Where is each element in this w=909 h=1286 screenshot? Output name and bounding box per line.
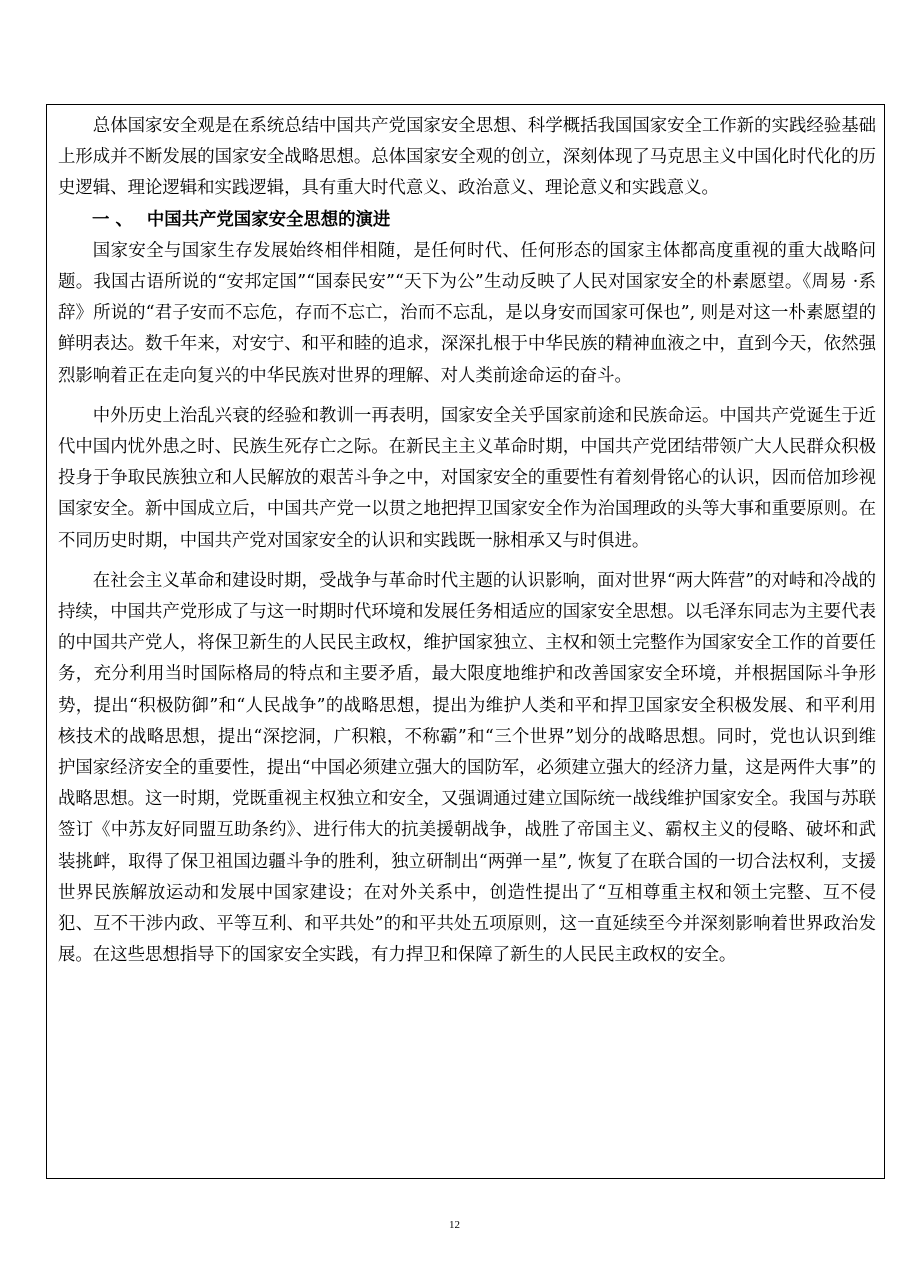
intro-paragraph: 总体国家安全观是在系统总结中国共产党国家安全思想、科学概括我国国家安全工作新的实践经验基础上形成并不断发展的国家安全战略思想。总体国家安全观的创立，深刻体现了马克思主义中国化时代化的历史逻辑、理论逻辑和实践逻辑，具有重大时代意义、政治意义、理论意义和实践意义。 <box>58 116 876 199</box>
section-title: 中国共产党国家安全思想的演进 <box>146 209 391 230</box>
body-paragraph: 在社会主义革命和建设时期，受战争与革命时代主题的认识影响，面对世界“两大阵营”的对峙和冷战的持续，中国共产党形成了与这一时期时代环境和发展任务相适应的国家安全思想。以毛泽东同志为主要代表的中国共产党人，将保卫新生的人民民主政权，维护国家独立、主权和领土完整作为国家安全工作的首要任务，充分利用当时国际格局的特点和主要矛盾，最大限度地维护和改善国家安全环境，并根据国际斗争形势，提出“积极防御”和“人民战争”的战略思想，提出为维护人类和平和捍卫国家安全积极发展、和平利用核技术的战略思想，提出“深挖洞，广积粮，不称霸”和“三个世界”划分的战略思想。同时，党也认识到维护国家经济安全的重要性，提出“中国必须建立强大的国防军，必须建立强大的经济力量，这是两件大事”的战略思想。这一时期，党既重视主权独立和安全，又强调通过建立国际统一战线维护国家安全。我国与苏联签订《中苏友好同盟互助条约》、进行伟大的抗美援朝战争，战胜了帝国主义、霸权主义的侵略、破坏和武装挑衅，取得了保卫祖国边疆斗争的胜利，独立研制出“两弹一星”, 恢复了在联合国的一切合法权利，支援世界民族解放运动和发展中国家建设；在对外关系中，创造性提出了“互相尊重主权和领土完整、互不侵犯、互不干涉内政、平等互利、和平共处”的和平共处五项原则，这一直延续至今并深刻影响着世界政治发展。在这些思想指导下的国家安全实践，有力捍卫和保障了新生的人民民主政权的安全。 <box>58 570 876 966</box>
body-paragraph: 国家安全与国家生存发展始终相伴相随，是任何时代、任何形态的国家主体都高度重视的重大战略问题。我国古语所说的“安邦定国”“国泰民安”“天下为公”生动反映了人民对国家安全的朴素愿望。《周易 ·系辞》所说的“君子安而不忘危，存而不忘亡，治而不忘乱，是以身安而国家可保也”, 则是对这一朴素愿望的鲜明表达。数千年来，对安宁、和平和睦的追求，深深扎根于中华民族的精神血液之中，直到今天，依然强烈影响着正在走向复兴的中华民族对世界的理解、对人类前途命运的奋斗。 <box>58 240 876 386</box>
page-number: 12 <box>449 1219 460 1231</box>
section-number: 一 、 <box>92 209 133 230</box>
document-body <box>58 111 876 971</box>
section-heading <box>58 205 876 236</box>
body-paragraph: 中外历史上治乱兴衰的经验和教训一再表明，国家安全关乎国家前途和民族命运。中国共产党诞生于近代中国内忧外患之时、民族生死存亡之际。在新民主主义革命时期，中国共产党团结带领广大人民群众积极投身于争取民族独立和人民解放的艰苦斗争之中，对国家安全的重要性有着刻骨铭心的认识，因而倍加珍视国家安全。新中国成立后，中国共产党一以贯之地把捍卫国家安全作为治国理政的头等大事和重要原则。在不同历史时期，中国共产党对国家安全的认识和实践既一脉相承又与时俱进。 <box>58 405 876 551</box>
